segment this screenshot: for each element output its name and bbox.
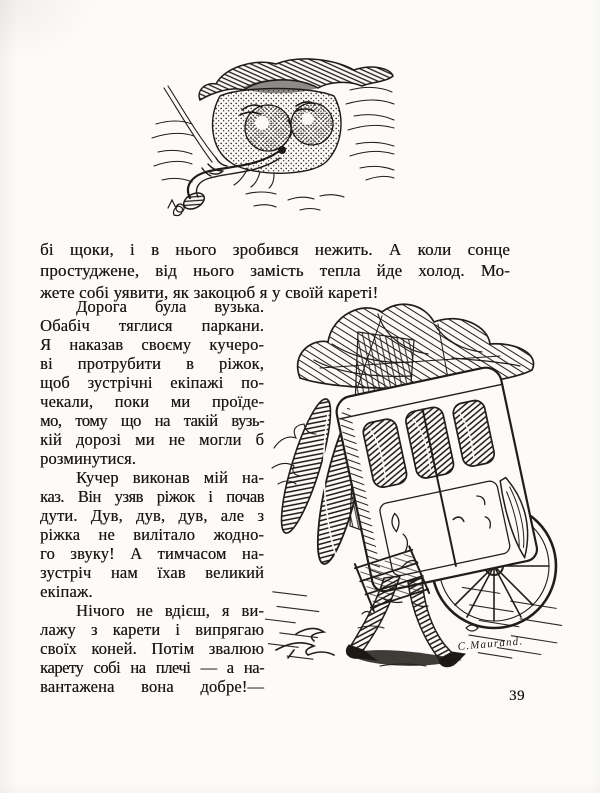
text-line: Обабіч тяглися паркани. — [40, 316, 264, 335]
engraver-signature: C.Maurand. — [457, 635, 524, 653]
loaded-stagecoach-engraving-icon — [262, 298, 582, 673]
headpiece-illustration — [150, 52, 400, 217]
text-line: Дорога була вузька. — [76, 297, 264, 316]
text-line: каз. Він узяв ріжок і почав — [40, 487, 264, 506]
mouth — [278, 146, 286, 154]
text-line: розминутися. — [40, 449, 137, 468]
text-line: жете собі уявити, як закоцюб я у своїй кареті! — [40, 282, 379, 302]
text-line: карету собі на плечі — а на- — [40, 658, 264, 677]
horn-bell — [181, 190, 207, 213]
hand — [202, 158, 227, 176]
text-line: щоб зустрічні екіпажі по- — [40, 373, 264, 392]
text-line: го звуку! А тимчасом на- — [40, 544, 264, 563]
text-line: чекали, поки ми проїде- — [40, 392, 264, 411]
whip-squiggles — [276, 628, 334, 658]
text-line: Нічого не вдієш, я ви- — [76, 601, 264, 620]
paragraph-opening — [40, 239, 510, 303]
wind-strokes-right — [346, 87, 394, 180]
text-line: дути. Дув, дув, дув, але з — [40, 506, 264, 525]
tiny-marks — [168, 200, 184, 212]
ground-scribbles — [246, 192, 344, 210]
text-line: Кучер виконав мій на- — [76, 468, 264, 487]
text-line: Я наказав своєму кучеро- — [40, 335, 264, 354]
text-line: ріжка не вилітало жодно- — [40, 525, 264, 544]
text-line: екіпаж. — [40, 582, 93, 601]
cheek-highlight-right — [302, 113, 314, 125]
text-line: мо, тому що на такій вузь- — [40, 411, 264, 430]
page-number: 39 — [509, 688, 525, 704]
text-line: лажу з карети і випрягаю — [40, 620, 264, 639]
text-line: простуджене, від нього замість тепла йде холод. Мо- — [40, 261, 510, 281]
cheek-highlight-left — [255, 116, 269, 130]
text-line: бі щоки, і в нього зробився нежить. А коли сонце — [40, 240, 510, 259]
horn-blower-face-vignette-icon — [150, 52, 400, 217]
text-line: кій дорозі ми не могли б — [40, 430, 264, 449]
wind-strokes-left — [152, 121, 194, 182]
text-column — [40, 297, 264, 696]
leg-right — [408, 578, 452, 660]
cheek-right — [291, 103, 333, 145]
text-line: своїх коней. Потім звалюю — [40, 639, 264, 658]
text-line: зустріч нам їхав великий — [40, 563, 264, 582]
text-line: ві протрубити в ріжок, — [40, 354, 264, 373]
text-line: вантажена вона добре!— — [40, 677, 264, 696]
coach-body — [334, 365, 539, 594]
carriage-illustration — [262, 298, 582, 673]
